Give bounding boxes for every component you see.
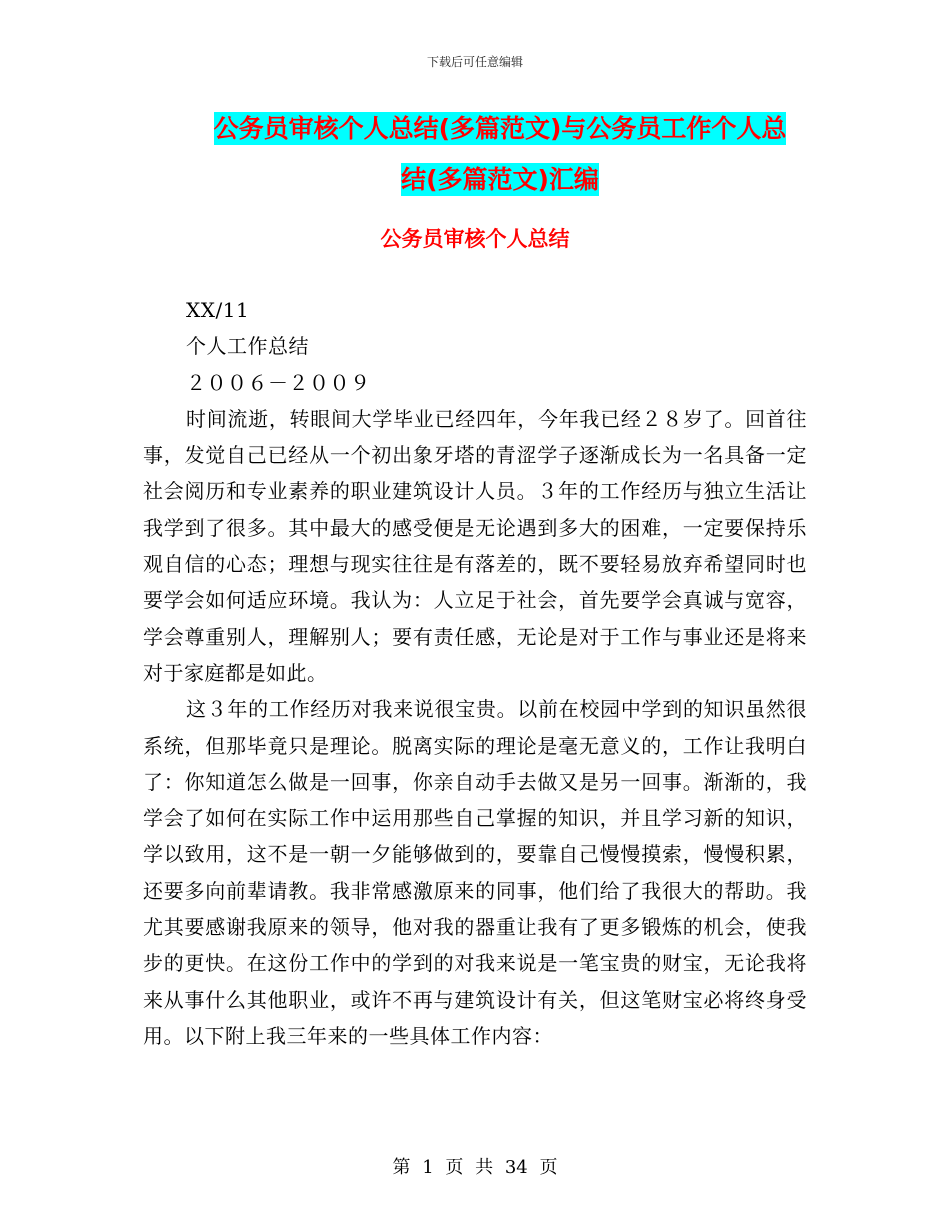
body-paragraph-1: 时间流逝，转眼间大学毕业已经四年，今年我已经２８岁了。回首往事，发觉自己已经从一个初出象牙塔的青涩学子逐渐成长为一名具备一定社会阅历和专业素养的职业建筑设计人员。３年的工作经历与独立生活让我学到了很多。其中最大的感受便是无论遇到多大的困难，一定要保持乐观自信的心态；理想与现实往往是有落差的，既不要轻易放弃希望同时也要学会如何适应环境。我认为：人立足于社会，首先要学会真诚与宽容，学会尊重别人，理解别人；要有责任感，无论是对于工作与事业还是将来对于家庭都是如此。: [143, 406, 807, 685]
document-title: [190, 103, 810, 205]
document-title-line-2: 结(多篇范文)汇编: [401, 165, 599, 194]
section-heading: 公务员审核个人总结: [380, 227, 570, 251]
date-line: XX/11: [186, 298, 250, 322]
document-title-line-1: 公务员审核个人总结(多篇范文)与公务员工作个人总: [213, 114, 787, 143]
document-body: [143, 292, 807, 1054]
page-footer: 第 1 页 共 34 页: [392, 1157, 558, 1178]
body-paragraph-2: 这３年的工作经历对我来说很宝贵。以前在校园中学到的知识虽然很系统，但那毕竟只是理论。脱离实际的理论是毫无意义的，工作让我明白了：你知道怎么做是一回事，你亲自动手去做又是另一回事。渐渐的，我学会了如何在实际工作中运用那些自己掌握的知识，并且学习新的知识，学以致用，这不是一朝一夕能够做到的，要靠自己慢慢摸索，慢慢积累，还要多向前辈请教。我非常感激原来的同事，他们给了我很大的帮助。我尤其要感谢我原来的领导，他对我的器重让我有了更多锻炼的机会，使我步的更快。在这份工作中的学到的对我来说是一笔宝贵的财宝，无论我将来从事什么其他职业，或许不再与建筑设计有关，但这笔财宝必将终身受用。以下附上我三年来的一些具体工作内容：: [143, 697, 807, 1048]
header-note: 下载后可任意编辑: [426, 55, 523, 69]
summary-label: 个人工作总结: [186, 334, 309, 359]
year-range: ２００６－２００９: [186, 370, 371, 395]
